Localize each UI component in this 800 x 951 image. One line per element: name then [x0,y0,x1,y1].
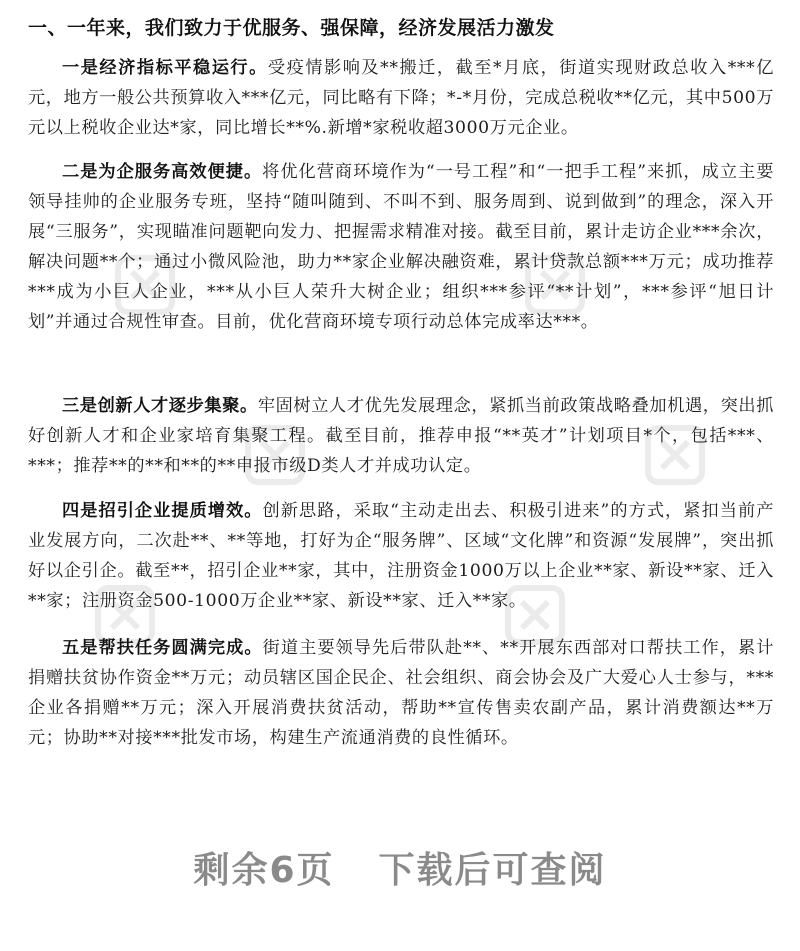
remaining-pages-text: 剩余6页 [193,850,335,891]
paragraph-lead: 四是招引企业提质增效。 [62,501,263,521]
paragraph-economic-indicators [28,53,774,143]
paragraph-lead: 一是经济指标平稳运行。 [62,58,268,78]
paragraph-assistance-tasks [28,633,774,753]
paragraph-lead: 二是为企服务高效便捷。 [62,162,263,182]
paragraph-body: 创新思路，采取“主动走出去、积极引进来”的方式，紧扣当前产业发展方向，二次赴**、**等地，打好为企“服务牌”、区域“文化牌”和资源“发展牌”，突出抓好以企引企。截至**，招引企业**家，其中，注册资金1000万以上企业**家、新设**家、迁入**家；注册资金500-1000万企业**家、新设**家、迁入**家。 [28,501,774,611]
paragraph-talent-gathering [28,391,774,481]
paragraph-business-attraction [28,496,774,616]
paragraph-body: 牢固树立人才优先发展理念，紧抓当前政策战略叠加机遇，突出抓好创新人才和企业家培育集聚工程。截至目前，推荐申报“**英才”计划项目*个，包括***、***；推荐**的**和**的**申报市级D类人才并成功认定。 [28,396,775,476]
paragraph-lead: 五是帮扶任务圆满完成。 [62,638,263,658]
section-heading: 一、一年来，我们致力于优服务、强保障，经济发展活力激发 [28,17,555,39]
paragraph-body: 受疫情影响及**搬迁，截至*月底，街道实现财政总收入***亿元，地方一般公共预算收入***亿元，同比略有下降；*-*月份，完成总税收**亿元，其中500万元以上税收企业达*家，同比增长**%.新增*家税收超3000万元企业。 [28,58,774,138]
download-prompt[interactable] [0,848,800,894]
download-to-view-text: 下载后可查阅 [378,850,607,891]
paragraph-enterprise-service [28,157,774,337]
paragraph-lead: 三是创新人才逐步集聚。 [62,396,258,416]
paragraph-body: 街道主要领导先后带队赴**、**开展东西部对口帮扶工作，累计捐赠扶贫协作资金**万元；动员辖区国企民企、社会组织、商会协会及广大爱心人士参与，***企业各捐赠**万元；深入开展消费扶贫活动，帮助**宣传售卖农副产品，累计消费额达**万元；协助**对接***批发市场，构建生产流通消费的良性循环。 [28,638,774,748]
paragraph-body: 将优化营商环境作为“一号工程”和“一把手工程”来抓，成立主要领导挂帅的企业服务专班，坚持“随叫随到、不叫不到、服务周到、说到做到”的理念，深入开展“三服务”，实现瞄准问题靶向发力、把握需求精准对接。截至目前，累计走访企业***余次，解决问题**个；通过小微风险池，助力**家企业解决融资难，累计贷款总额***万元；成功推荐***成为小巨人企业，***从小巨人荣升大树企业；组织***参评“**计划”，***参评“旭日计划”并通过合规性审查。目前，优化营商环境专项行动总体完成率达***。 [28,162,774,332]
